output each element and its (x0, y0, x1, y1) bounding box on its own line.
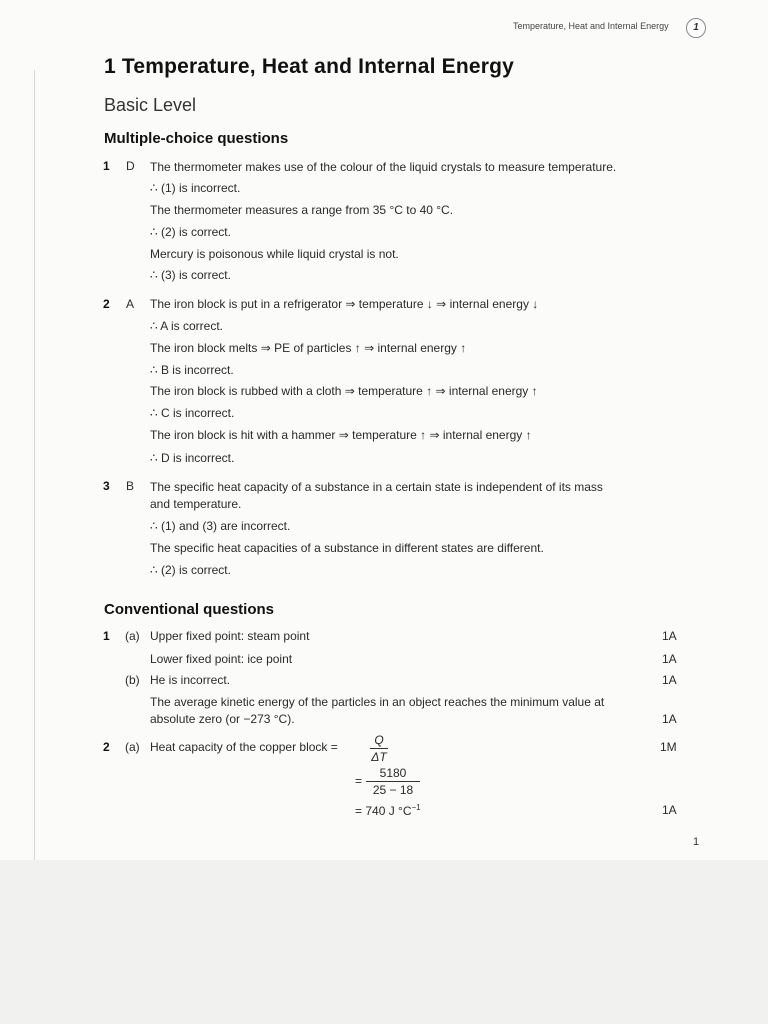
mark: 1M (660, 740, 677, 754)
mc-q1-line: ∴ (1) is incorrect. (150, 181, 241, 195)
conv-q1-line: He is incorrect. (150, 673, 231, 687)
conv-q2-number: 2 (103, 740, 110, 754)
mc-q2-line: The iron block melts ⇒ PE of particles ↑ ⇒ internal energy ↑ (150, 341, 467, 355)
scan-background (0, 860, 768, 1024)
fraction-q-over-dt (370, 733, 388, 764)
mark: 1A (662, 652, 677, 666)
mc-q2-line: ∴ C is incorrect. (150, 406, 235, 420)
conv-q1-line: Upper fixed point: steam point (150, 629, 310, 643)
chapter-title: 1 Temperature, Heat and Internal Energy (104, 55, 515, 78)
mc-q2-line: ∴ D is incorrect. (150, 451, 235, 465)
fraction-numerator: Q (374, 733, 384, 747)
mc-q3-line: The specific heat capacities of a substance in different states are different. (150, 541, 544, 555)
mc-q3-line: ∴ (2) is correct. (150, 563, 231, 577)
mark: 1A (662, 803, 677, 817)
mc-q3-line: and temperature. (150, 497, 242, 511)
equals-sign: = (355, 774, 363, 788)
fraction-bar (366, 781, 420, 782)
mc-q2-answer: A (126, 297, 135, 311)
conv-q1-line: Lower fixed point: ice point (150, 652, 293, 666)
mc-q1-number: 1 (103, 159, 110, 173)
mc-q2-line: ∴ A is correct. (150, 319, 223, 333)
mc-q2-line: The iron block is hit with a hammer ⇒ temperature ↑ ⇒ internal energy ↑ (150, 428, 532, 442)
fraction-numerator: 5180 (379, 766, 407, 780)
running-head: Temperature, Heat and Internal Energy (513, 21, 669, 31)
mc-q2-number: 2 (103, 297, 110, 311)
mark: 1A (662, 673, 677, 687)
conv-q2-part-a: (a) (125, 740, 140, 754)
page-edge-rule (34, 70, 35, 860)
fraction-denominator: ΔT (371, 750, 387, 764)
page-number-badge: 1 (686, 18, 706, 38)
fraction-denominator: 25 − 18 (372, 783, 414, 797)
page-folio: 1 (693, 836, 700, 848)
mc-q3-line: ∴ (1) and (3) are incorrect. (150, 519, 291, 533)
conv-q2-line: Heat capacity of the copper block = (150, 740, 338, 754)
fraction-values (366, 766, 420, 797)
mc-q1-answer: D (126, 159, 135, 173)
level-heading: Basic Level (104, 95, 197, 115)
mark: 1A (662, 712, 677, 726)
conv-q1-number: 1 (103, 629, 110, 643)
mc-q1-line: Mercury is poisonous while liquid crystal is not. (150, 247, 399, 261)
conv-q1-line: The average kinetic energy of the particles in an object reaches the minimum value at (150, 695, 605, 709)
mc-q3-answer: B (126, 479, 135, 493)
fraction-bar (370, 748, 388, 749)
mc-q1-line: ∴ (2) is correct. (150, 225, 231, 239)
result-exponent: −1 (411, 803, 421, 812)
mc-q3-line: The specific heat capacity of a substance in a certain state is independent of its mass (150, 480, 603, 494)
conv-q1-part-b: (b) (125, 673, 140, 687)
mc-q1-line: The thermometer measures a range from 35 °C to 40 °C. (150, 203, 454, 217)
mc-q2-line: The iron block is put in a refrigerator ⇒ temperature ↓ ⇒ internal energy ↓ (150, 297, 539, 311)
mc-q2-line: The iron block is rubbed with a cloth ⇒ temperature ↑ ⇒ internal energy ↑ (150, 384, 538, 398)
result-line (355, 803, 421, 818)
conv-q1-part-a: (a) (125, 629, 140, 643)
mc-q2-line: ∴ B is incorrect. (150, 363, 234, 377)
result-value: = 740 J °C (355, 804, 412, 818)
conv-q1-line: absolute zero (or −273 °C). (150, 712, 295, 726)
mc-heading: Multiple-choice questions (104, 130, 289, 147)
conventional-heading: Conventional questions (104, 601, 275, 618)
mc-q1-line: The thermometer makes use of the colour of the liquid crystals to measure temperature. (150, 160, 617, 174)
mc-q1-line: ∴ (3) is correct. (150, 268, 231, 282)
mc-q3-number: 3 (103, 479, 110, 493)
mark: 1A (662, 629, 677, 643)
